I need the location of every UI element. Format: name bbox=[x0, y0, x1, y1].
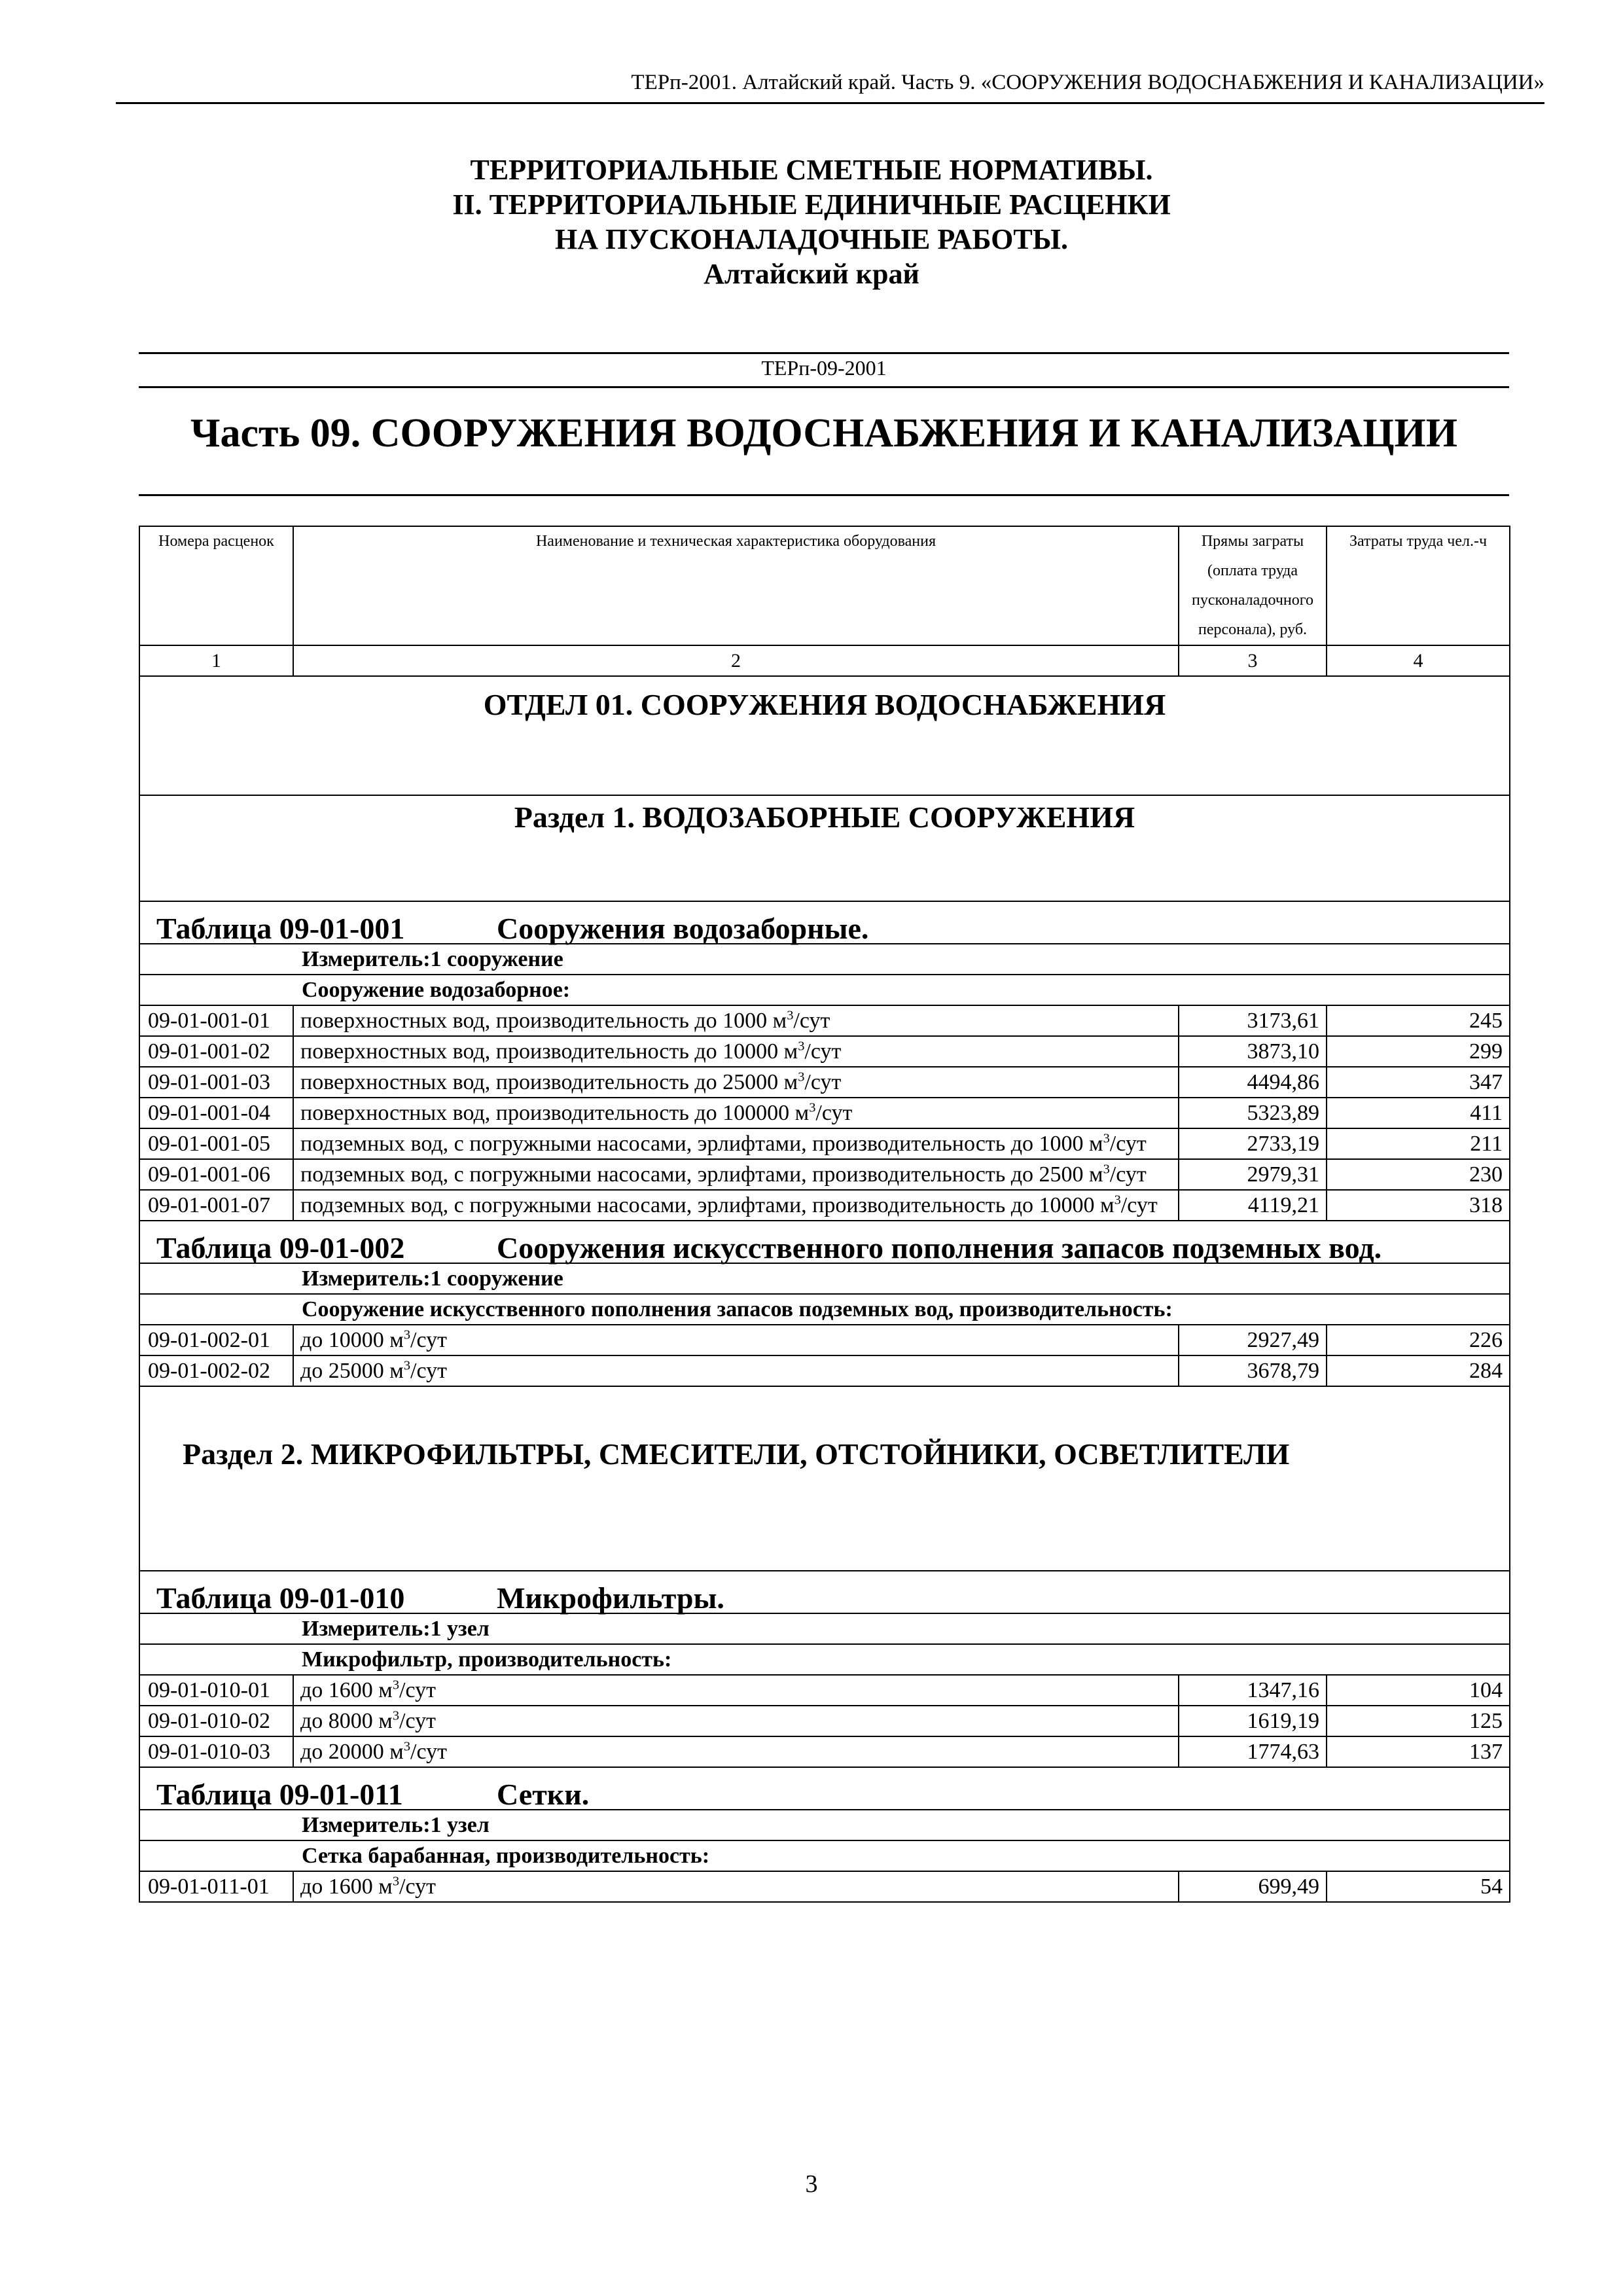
rate-description bbox=[293, 1190, 1179, 1221]
rate-code: 09-01-010-02 bbox=[139, 1706, 293, 1736]
table-group-heading: Сооружение искусственного пополнения запасов подземных вод, производительность: bbox=[139, 1294, 1510, 1325]
table-row bbox=[139, 1355, 1510, 1386]
column-numbers-row bbox=[139, 645, 1510, 676]
unit-superscript: 3 bbox=[1103, 1162, 1110, 1177]
table-number: Таблица 09-01-010 bbox=[156, 1581, 405, 1615]
unit-suffix: /сут bbox=[1109, 1162, 1147, 1187]
rate-description bbox=[293, 1067, 1179, 1098]
unit-superscript: 3 bbox=[392, 1874, 400, 1889]
unit-superscript: 3 bbox=[1114, 1193, 1121, 1208]
direct-cost: 5323,89 bbox=[1179, 1098, 1327, 1128]
unit-suffix: /сут bbox=[399, 1709, 436, 1733]
otdel-heading-row bbox=[139, 676, 1510, 795]
unit-superscript: 3 bbox=[787, 1008, 794, 1023]
rate-code: 09-01-011-01 bbox=[139, 1871, 293, 1902]
table-row bbox=[139, 1736, 1510, 1767]
rate-code: 09-01-002-01 bbox=[139, 1325, 293, 1355]
description-text: до 1600 м bbox=[300, 1678, 393, 1702]
table-row bbox=[139, 1128, 1510, 1159]
unit-suffix: /сут bbox=[804, 1039, 842, 1064]
table-number: Таблица 09-01-001 bbox=[156, 912, 405, 945]
table-group-heading: Микрофильтр, производительность: bbox=[139, 1644, 1510, 1675]
unit-superscript: 3 bbox=[798, 1069, 805, 1085]
header-direct-costs: Прямы заграты (оплата труда пусконаладочного персонала), руб. bbox=[1179, 526, 1327, 645]
description-text: до 25000 м bbox=[300, 1359, 404, 1383]
labor-cost: 104 bbox=[1327, 1675, 1510, 1706]
description-text: поверхностных вод, производительность до 10000 м bbox=[300, 1039, 798, 1064]
description-text: до 1600 м bbox=[300, 1874, 393, 1899]
direct-cost: 3678,79 bbox=[1179, 1355, 1327, 1386]
unit-suffix: /сут bbox=[399, 1874, 436, 1899]
table-measure: Измеритель:1 узел bbox=[139, 1613, 1510, 1644]
table-caption-row bbox=[139, 1571, 1510, 1613]
rate-code: 09-01-001-05 bbox=[139, 1128, 293, 1159]
unit-superscript: 3 bbox=[809, 1100, 816, 1115]
labor-cost: 245 bbox=[1327, 1005, 1510, 1036]
direct-cost: 4119,21 bbox=[1179, 1190, 1327, 1221]
table-row bbox=[139, 1706, 1510, 1736]
title-line-4: Алтайский край bbox=[704, 258, 919, 290]
table-caption bbox=[139, 1221, 1510, 1263]
rate-description bbox=[293, 1355, 1179, 1386]
unit-suffix: /сут bbox=[399, 1678, 436, 1702]
labor-cost: 137 bbox=[1327, 1736, 1510, 1767]
direct-cost: 2733,19 bbox=[1179, 1128, 1327, 1159]
table-row bbox=[139, 1159, 1510, 1190]
rate-description bbox=[293, 1159, 1179, 1190]
table-group-heading-row bbox=[139, 975, 1510, 1005]
divider-middle bbox=[139, 386, 1509, 388]
rate-code: 09-01-001-07 bbox=[139, 1190, 293, 1221]
table-measure: Измеритель:1 сооружение bbox=[139, 1263, 1510, 1294]
table-measure: Измеритель:1 сооружение bbox=[139, 944, 1510, 975]
table-measure-row bbox=[139, 1613, 1510, 1644]
unit-suffix: /сут bbox=[1120, 1193, 1158, 1217]
table-name: Сетки. bbox=[497, 1778, 590, 1811]
labor-cost: 54 bbox=[1327, 1871, 1510, 1902]
table-name: Сооружения искусственного пополнения запасов подземных вод. bbox=[497, 1231, 1382, 1265]
labor-cost: 299 bbox=[1327, 1036, 1510, 1067]
unit-superscript: 3 bbox=[403, 1739, 411, 1754]
table-header-row bbox=[139, 526, 1510, 645]
otdel-heading: ОТДЕЛ 01. СООРУЖЕНИЯ ВОДОСНАБЖЕНИЯ bbox=[139, 676, 1510, 795]
direct-cost: 3873,10 bbox=[1179, 1036, 1327, 1067]
title-line-2: II. ТЕРРИТОРИАЛЬНЫЕ ЕДИНИЧНЫЕ РАСЦЕНКИ bbox=[452, 188, 1171, 221]
description-text: до 20000 м bbox=[300, 1740, 404, 1764]
razdel-1-heading-row bbox=[139, 795, 1510, 901]
column-number-4: 4 bbox=[1327, 645, 1510, 676]
table-group-heading: Сооружение водозаборное: bbox=[139, 975, 1510, 1005]
rate-code: 09-01-001-01 bbox=[139, 1005, 293, 1036]
unit-superscript: 3 bbox=[392, 1677, 400, 1693]
direct-cost: 3173,61 bbox=[1179, 1005, 1327, 1036]
rate-description bbox=[293, 1098, 1179, 1128]
labor-cost: 284 bbox=[1327, 1355, 1510, 1386]
rate-description bbox=[293, 1736, 1179, 1767]
table-number: Таблица 09-01-011 bbox=[156, 1778, 403, 1811]
labor-cost: 411 bbox=[1327, 1098, 1510, 1128]
direct-cost: 1774,63 bbox=[1179, 1736, 1327, 1767]
part-title: Часть 09. СООРУЖЕНИЯ ВОДОСНАБЖЕНИЯ И КАНАЛИЗАЦИИ bbox=[190, 411, 1457, 456]
labor-cost: 125 bbox=[1327, 1706, 1510, 1736]
direct-cost: 1619,19 bbox=[1179, 1706, 1327, 1736]
unit-superscript: 3 bbox=[403, 1327, 411, 1342]
title-line-1: ТЕРРИТОРИАЛЬНЫЕ СМЕТНЫЕ НОРМАТИВЫ. bbox=[470, 154, 1153, 186]
rate-code: 09-01-002-02 bbox=[139, 1355, 293, 1386]
labor-cost: 211 bbox=[1327, 1128, 1510, 1159]
direct-cost: 699,49 bbox=[1179, 1871, 1327, 1902]
header-description: Наименование и техническая характеристика оборудования bbox=[293, 526, 1179, 645]
table-row bbox=[139, 1871, 1510, 1902]
unit-suffix: /сут bbox=[1109, 1132, 1147, 1156]
unit-suffix: /сут bbox=[793, 1009, 830, 1033]
table-caption-row bbox=[139, 1767, 1510, 1810]
direct-cost: 2979,31 bbox=[1179, 1159, 1327, 1190]
description-text: поверхностных вод, производительность до 1000 м bbox=[300, 1009, 787, 1033]
unit-superscript: 3 bbox=[403, 1358, 411, 1373]
table-group-heading-row bbox=[139, 1840, 1510, 1871]
direct-cost: 2927,49 bbox=[1179, 1325, 1327, 1355]
unit-suffix: /сут bbox=[815, 1101, 853, 1125]
labor-cost: 318 bbox=[1327, 1190, 1510, 1221]
rate-code: 09-01-010-01 bbox=[139, 1675, 293, 1706]
divider-top bbox=[139, 352, 1509, 354]
description-text: подземных вод, с погружными насосами, эрлифтами, производительность до 1000 м bbox=[300, 1132, 1103, 1156]
rate-description bbox=[293, 1036, 1179, 1067]
description-text: подземных вод, с погружными насосами, эрлифтами, производительность до 10000 м bbox=[300, 1193, 1115, 1217]
rate-description bbox=[293, 1005, 1179, 1036]
table-number: Таблица 09-01-002 bbox=[156, 1231, 405, 1265]
rate-description bbox=[293, 1325, 1179, 1355]
document-title bbox=[0, 152, 1623, 291]
rate-code: 09-01-010-03 bbox=[139, 1736, 293, 1767]
unit-suffix: /сут bbox=[804, 1070, 842, 1094]
table-caption-row bbox=[139, 901, 1510, 944]
razdel-2-heading-row bbox=[139, 1386, 1510, 1571]
direct-cost: 4494,86 bbox=[1179, 1067, 1327, 1098]
header-labor-costs: Затраты труда чел.-ч bbox=[1327, 526, 1510, 645]
column-number-3: 3 bbox=[1179, 645, 1327, 676]
title-line-3: НА ПУСКОНАЛАДОЧНЫЕ РАБОТЫ. bbox=[555, 223, 1068, 255]
unit-superscript: 3 bbox=[392, 1708, 400, 1723]
table-row bbox=[139, 1675, 1510, 1706]
table-row bbox=[139, 1005, 1510, 1036]
table-row bbox=[139, 1098, 1510, 1128]
table-group-heading-row bbox=[139, 1294, 1510, 1325]
divider-bottom bbox=[139, 494, 1509, 496]
table-row bbox=[139, 1067, 1510, 1098]
running-header: ТЕРп-2001. Алтайский край. Часть 9. «СООРУЖЕНИЯ ВОДОСНАБЖЕНИЯ И КАНАЛИЗАЦИИ» bbox=[116, 69, 1544, 104]
razdel-1-heading: Раздел 1. ВОДОЗАБОРНЫЕ СООРУЖЕНИЯ bbox=[139, 795, 1510, 901]
description-text: до 8000 м bbox=[300, 1709, 393, 1733]
description-text: поверхностных вод, производительность до 25000 м bbox=[300, 1070, 798, 1094]
table-measure-row bbox=[139, 1810, 1510, 1840]
table-group-heading-row bbox=[139, 1644, 1510, 1675]
description-text: поверхностных вод, производительность до 100000 м bbox=[300, 1101, 810, 1125]
unit-suffix: /сут bbox=[410, 1328, 447, 1352]
rate-description bbox=[293, 1128, 1179, 1159]
unit-suffix: /сут bbox=[410, 1740, 447, 1764]
rate-description bbox=[293, 1871, 1179, 1902]
page-number: 3 bbox=[805, 2170, 818, 2198]
labor-cost: 226 bbox=[1327, 1325, 1510, 1355]
table-row bbox=[139, 1036, 1510, 1067]
unit-superscript: 3 bbox=[1103, 1131, 1110, 1146]
header-rate-numbers: Номера расценок bbox=[139, 526, 293, 645]
direct-cost: 1347,16 bbox=[1179, 1675, 1327, 1706]
table-measure-row bbox=[139, 1263, 1510, 1294]
table-measure-row bbox=[139, 944, 1510, 975]
rate-code: 09-01-001-03 bbox=[139, 1067, 293, 1098]
table-name: Микрофильтры. bbox=[497, 1581, 724, 1615]
description-text: подземных вод, с погружными насосами, эрлифтами, производительность до 2500 м bbox=[300, 1162, 1103, 1187]
table-row bbox=[139, 1325, 1510, 1355]
rates-table bbox=[139, 526, 1510, 1903]
table-caption bbox=[139, 901, 1510, 944]
table-caption-row bbox=[139, 1221, 1510, 1263]
unit-suffix: /сут bbox=[410, 1359, 447, 1383]
table-group-heading: Сетка барабанная, производительность: bbox=[139, 1840, 1510, 1871]
table-row bbox=[139, 1190, 1510, 1221]
rate-description bbox=[293, 1706, 1179, 1736]
column-number-2: 2 bbox=[293, 645, 1179, 676]
document-code: ТЕРп-09-2001 bbox=[761, 356, 887, 380]
labor-cost: 347 bbox=[1327, 1067, 1510, 1098]
table-name: Сооружения водозаборные. bbox=[497, 912, 869, 945]
column-number-1: 1 bbox=[139, 645, 293, 676]
table-caption bbox=[139, 1571, 1510, 1613]
table-caption bbox=[139, 1767, 1510, 1810]
rate-code: 09-01-001-02 bbox=[139, 1036, 293, 1067]
description-text: до 10000 м bbox=[300, 1328, 404, 1352]
razdel-2-heading: Раздел 2. МИКРОФИЛЬТРЫ, СМЕСИТЕЛИ, ОТСТОЙНИКИ, ОСВЕТЛИТЕЛИ bbox=[139, 1386, 1510, 1571]
rate-code: 09-01-001-04 bbox=[139, 1098, 293, 1128]
rate-description bbox=[293, 1675, 1179, 1706]
table-measure: Измеритель:1 узел bbox=[139, 1810, 1510, 1840]
unit-superscript: 3 bbox=[798, 1039, 805, 1054]
labor-cost: 230 bbox=[1327, 1159, 1510, 1190]
rate-code: 09-01-001-06 bbox=[139, 1159, 293, 1190]
